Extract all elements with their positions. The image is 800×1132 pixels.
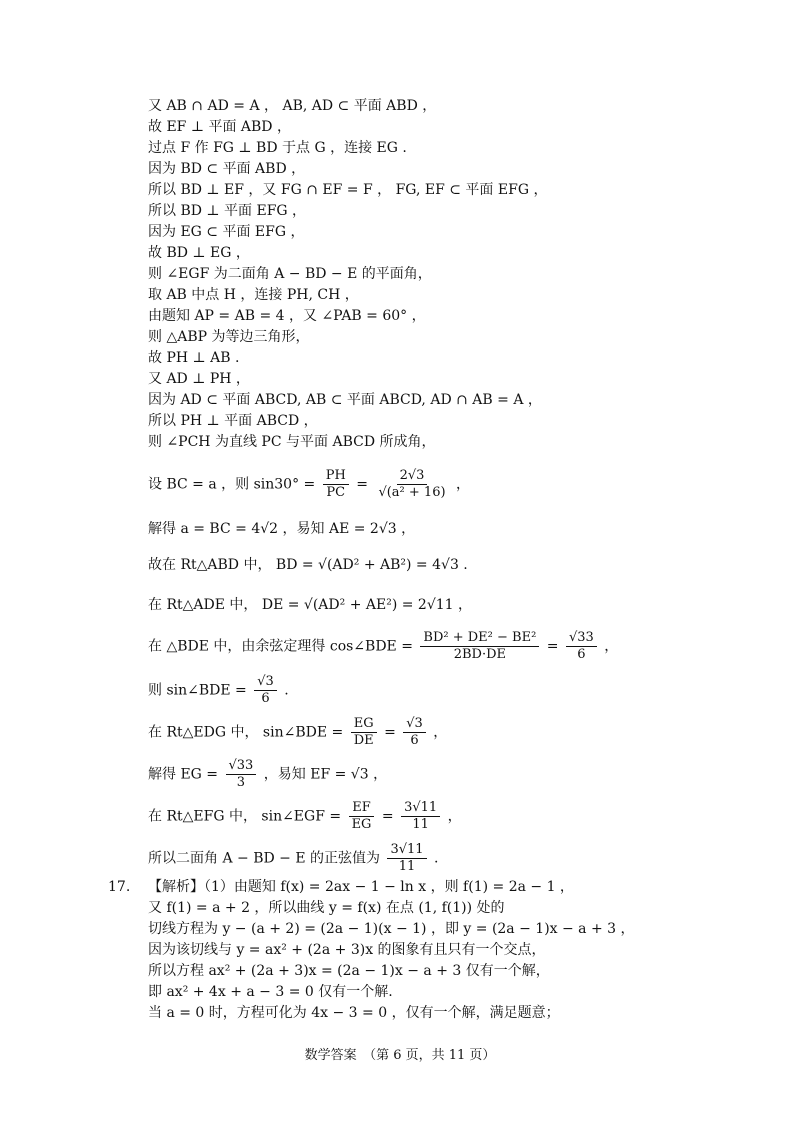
equation-edg: 在 Rt△EDG 中， sin∠BDE = $\frac{EG}{DE}$ = $\frac{√3}{6}$ ，	[148, 716, 448, 748]
fraction: $\frac{EG}{DE}$	[351, 716, 377, 749]
text-line: 则 ∠PCH 为直线 PC 与平面 ABCD 所成角，	[148, 434, 436, 450]
text-line: 由题知 AP = AB = 4 ，又 ∠PAB = 60° ，	[148, 308, 426, 324]
question-number: 17.	[108, 879, 131, 895]
text-line: 过点 F 作 FG ⊥ BD 于点 G ，连接 EG .	[148, 140, 407, 156]
text-line: 又 AD ⊥ PH ，	[148, 371, 250, 387]
equation-sin-bde: 则 sin∠BDE = $\frac{√3}{6}$ .	[148, 674, 289, 706]
fraction: $\frac{EF}{EG}$	[349, 800, 375, 833]
text-line: 所以 BD ⊥ EF ，又 FG ∩ EF = F ， FG, EF ⊂ 平面 EFG ，	[148, 182, 548, 198]
text-line: 又 f(1) = a + 2 ，所以曲线 y = f(x) 在点 (1, f(1)) 处的	[148, 900, 505, 916]
text-line: 则 ∠EGF 为二面角 A − BD − E 的平面角，	[148, 266, 432, 282]
equation-result: 所以二面角 A − BD − E 的正弦值为 $\frac{3√11}{11}$ .	[148, 842, 439, 874]
fraction: $\frac{√3}{6}$	[403, 716, 426, 749]
equation-cos-bde: 在 △BDE 中，由余弦定理得 cos∠BDE = $\frac{\text{BD² + DE² − BE²}}{2BD\cdot DE}$ = $\frac{√33}{6}$ ，	[148, 630, 619, 662]
text-line: 取 AB 中点 H ，连接 PH, CH ，	[148, 287, 359, 303]
text-line: 所以方程 ax² + (2a + 3)x = (2a − 1)x − a + 3 仅有一个解，	[148, 963, 550, 979]
text-line: 故在 Rt△ABD 中， BD = √(AD² + AB²) = 4√3 .	[148, 557, 468, 573]
page-footer: 数学答案 （第 6 页，共 11 页）	[304, 1048, 496, 1063]
text-line: 因为该切线与 y = ax² + (2a + 3)x 的图象有且只有一个交点，	[148, 942, 546, 958]
equation-efg: 在 Rt△EFG 中， sin∠EGF = $\frac{EF}{EG}$ = $\frac{3√11}{11}$ ，	[148, 800, 462, 832]
text-line: 故 EF ⊥ 平面 ABD ，	[148, 119, 291, 135]
text-line: 切线方程为 y − (a + 2) = (2a − 1)(x − 1) ，即 y = (2a − 1)x − a + 3 ，	[148, 921, 635, 937]
text-line: 【解析】（1）由题知 f(x) = 2ax − 1 − ln x ，则 f(1) = 2a − 1 ，	[148, 879, 574, 895]
fraction: $\frac{2√3}{\text{√(a² + 16)}}$	[378, 468, 446, 500]
text-line: 因为 EG ⊂ 平面 EFG ，	[148, 224, 305, 240]
text-line: 因为 AD ⊂ 平面 ABCD, AB ⊂ 平面 ABCD, AD ∩ AB = A ，	[148, 392, 542, 408]
fraction: $\frac{3√11}{11}$	[387, 842, 426, 875]
fraction: $\frac{3√11}{11}$	[401, 800, 440, 833]
text-line: 解得 a = BC = 4√2 ，易知 AE = 2√3 ，	[148, 521, 416, 537]
fraction: $\frac{PH}{PC}$	[323, 468, 349, 501]
text-line: 即 ax² + 4x + a − 3 = 0 仅有一个解.	[148, 984, 393, 1000]
eq-text: 设 BC = a ，则 sin30° =	[148, 476, 316, 493]
text-line: 当 a = 0 时，方程可化为 4x − 3 = 0 ，仅有一个解，满足题意；	[148, 1005, 560, 1021]
text-line: 因为 BD ⊂ 平面 ABD ，	[148, 161, 306, 177]
text-line: 在 Rt△ADE 中， DE = √(AD² + AE²) = 2√11 ，	[148, 597, 473, 613]
fraction: $\frac{\text{BD² + DE² − BE²}}{2BD\cdot DE}$	[420, 630, 539, 663]
text-line: 故 BD ⊥ EG ，	[148, 245, 250, 261]
equation-eg: 解得 EG = $\frac{√33}{3}$ ，易知 EF = √3 ，	[148, 758, 388, 790]
text-line: 所以 PH ⊥ 平面 ABCD ，	[148, 413, 318, 429]
text-line: 所以 BD ⊥ 平面 EFG ，	[148, 203, 307, 219]
text-line: 则 △ABP 为等边三角形，	[148, 329, 310, 345]
fraction: $\frac{√33}{3}$	[226, 758, 257, 791]
fraction: $\frac{√3}{6}$	[254, 674, 277, 707]
equation-sin30: 设 BC = a ，则 sin30° = $\frac{PH}{PC}$ = $\frac{2√3}{\text{√(a² + 16)}}$ ，	[148, 468, 470, 500]
text-line: 又 AB ∩ AD = A ， AB, AD ⊂ 平面 ABD ，	[148, 98, 437, 114]
fraction: $\frac{√33}{6}$	[566, 630, 597, 663]
text-line: 故 PH ⊥ AB .	[148, 350, 240, 366]
